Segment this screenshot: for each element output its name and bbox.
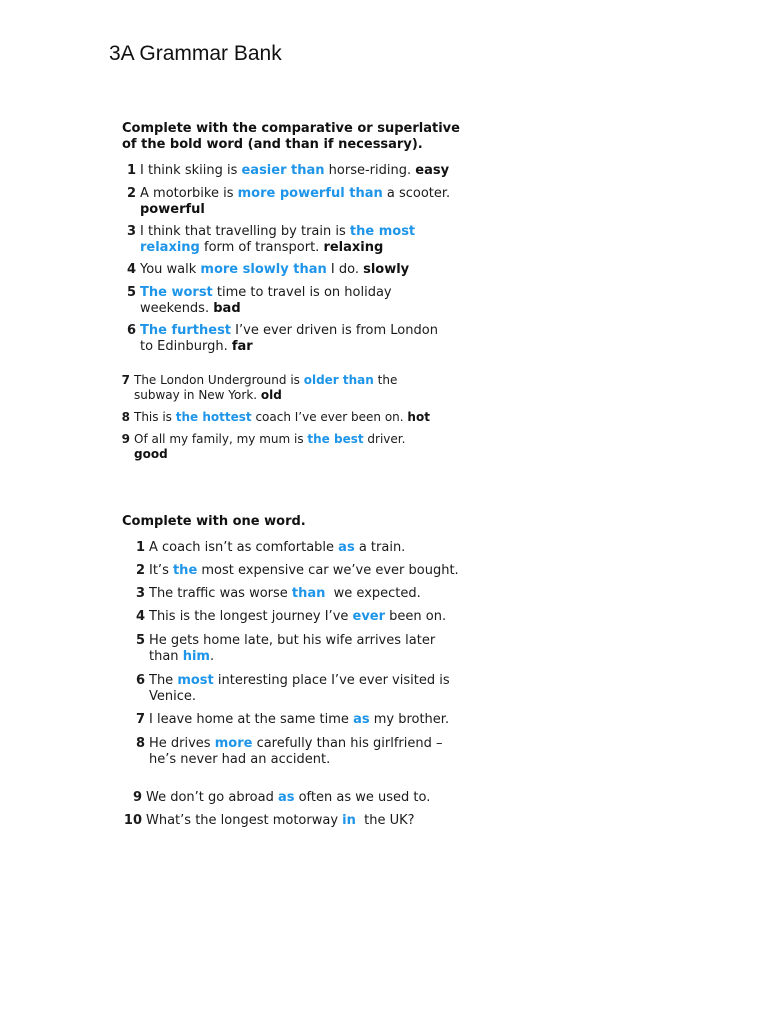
item-text: coach I’ve ever been on. <box>251 410 408 424</box>
answer-text: as <box>338 540 355 555</box>
item-number: 1 <box>126 163 136 178</box>
instruction-line-1: Complete with the comparative or superlative <box>122 121 460 136</box>
item-number: 1 <box>135 540 145 555</box>
item-text: Venice. <box>149 689 197 704</box>
item-number: 10 <box>123 813 142 828</box>
item-number: 4 <box>126 262 136 277</box>
item-text: What’s the longest motorway <box>146 813 343 828</box>
item-text: horse-riding. <box>324 163 416 178</box>
answer-text: The worst <box>140 285 213 300</box>
prompt-word: hot <box>407 410 430 424</box>
exercise-b-item-2 <box>135 563 459 579</box>
prompt-word: bad <box>213 301 241 316</box>
answer-text: more powerful than <box>237 186 383 201</box>
item-text: We don’t go abroad <box>146 790 278 805</box>
item-text: than <box>149 649 183 664</box>
item-text: The London Underground is <box>134 373 304 387</box>
answer-text: ever <box>352 609 386 624</box>
item-number: 9 <box>132 790 142 805</box>
answer-text: more slowly than <box>200 262 327 277</box>
item-text: a scooter. <box>382 186 451 201</box>
answer-text: than <box>291 586 326 601</box>
answer-text: as <box>277 790 295 805</box>
exercise-a-instruction <box>122 121 460 153</box>
exercise-b-item-7 <box>135 712 450 728</box>
item-text: the UK? <box>355 813 415 828</box>
prompt-word: easy <box>415 163 450 178</box>
page-title: 3A Grammar Bank <box>109 42 282 65</box>
prompt-word: far <box>231 339 253 354</box>
item-number: 7 <box>121 373 130 387</box>
exercise-b-item-1 <box>135 540 406 556</box>
item-text: He drives <box>149 736 215 751</box>
item-text: I do. <box>326 262 364 277</box>
item-text: form of transport. <box>199 240 324 255</box>
exercise-b-item-9 <box>132 790 431 806</box>
prompt-word: powerful <box>140 202 205 217</box>
prompt-word: old <box>260 388 282 402</box>
exercise-a-item-6 <box>126 323 438 355</box>
item-text: driver. <box>363 432 406 446</box>
item-number: 8 <box>121 410 130 424</box>
answer-text: the <box>172 563 198 578</box>
item-text: It’s <box>149 563 173 578</box>
exercise-a-item-8 <box>121 410 430 425</box>
item-text: This is the longest journey I’ve <box>149 609 353 624</box>
item-number: 2 <box>126 186 136 201</box>
item-text: The traffic was worse <box>149 586 292 601</box>
exercise-b-instruction: Complete with one word. <box>122 514 306 529</box>
exercise-a-item-9 <box>121 432 406 462</box>
item-text: to Edinburgh. <box>140 339 232 354</box>
exercise-b-item-3 <box>135 586 421 602</box>
exercise-a-item-1 <box>126 163 450 179</box>
exercise-b-item-5 <box>135 633 436 665</box>
answer-text: the hottest <box>175 410 252 424</box>
item-text: You walk <box>140 262 201 277</box>
item-text: interesting place I’ve ever visited is <box>213 673 450 688</box>
item-text: weekends. <box>140 301 214 316</box>
item-text: a train. <box>354 540 406 555</box>
item-text: A motorbike is <box>140 186 238 201</box>
item-text: The <box>149 673 178 688</box>
item-text: most expensive car we’ve ever bought. <box>197 563 459 578</box>
item-number: 6 <box>126 323 136 338</box>
answer-text: as <box>353 712 370 727</box>
item-number: 3 <box>135 586 145 601</box>
item-text: I think skiing is <box>140 163 242 178</box>
exercise-b-item-4 <box>135 609 447 625</box>
answer-text: the best <box>307 432 364 446</box>
exercise-a-item-3 <box>126 224 416 256</box>
exercise-b-item-6 <box>135 673 450 705</box>
item-text: subway in New York. <box>134 388 261 402</box>
item-text: time to travel is on holiday <box>212 285 392 300</box>
exercise-a-item-2 <box>126 186 451 218</box>
item-text: I leave home at the same time <box>149 712 354 727</box>
item-text: the <box>373 373 398 387</box>
answer-text: The furthest <box>140 323 232 338</box>
prompt-word: relaxing <box>323 240 384 255</box>
prompt-word: good <box>134 447 168 461</box>
answer-text: relaxing <box>140 240 200 255</box>
item-number: 2 <box>135 563 145 578</box>
item-text: he’s never had an accident. <box>149 752 331 767</box>
item-number: 3 <box>126 224 136 239</box>
answer-text: older than <box>303 373 374 387</box>
answer-text: in <box>342 813 356 828</box>
exercise-b-item-8 <box>135 736 443 768</box>
item-text: I think that travelling by train is <box>140 224 350 239</box>
item-number: 8 <box>135 736 145 751</box>
item-number: 5 <box>135 633 145 648</box>
exercise-a-item-7 <box>121 373 398 403</box>
item-text: Of all my family, my mum is <box>134 432 308 446</box>
answer-text: more <box>214 736 253 751</box>
item-text: A coach isn’t as comfortable <box>149 540 339 555</box>
item-number: 4 <box>135 609 145 624</box>
answer-text: the most <box>349 224 416 239</box>
item-text: been on. <box>385 609 447 624</box>
instruction-line-2: of the bold word (and than if necessary). <box>122 137 423 152</box>
item-number: 7 <box>135 712 145 727</box>
item-number: 9 <box>121 432 130 446</box>
exercise-b-item-10 <box>123 813 415 829</box>
item-text: This is <box>134 410 176 424</box>
item-text: He gets home late, but his wife arrives later <box>149 633 436 648</box>
item-number: 5 <box>126 285 136 300</box>
item-text: carefully than his girlfriend – <box>252 736 443 751</box>
exercise-a-item-5 <box>126 285 392 317</box>
answer-text: most <box>177 673 214 688</box>
answer-text: easier than <box>241 163 325 178</box>
item-text: my brother. <box>369 712 450 727</box>
item-number: 6 <box>135 673 145 688</box>
item-text: we expected. <box>325 586 421 601</box>
prompt-word: slowly <box>363 262 410 277</box>
exercise-a-item-4 <box>126 262 410 278</box>
item-text: . <box>209 649 215 664</box>
item-text: I’ve ever driven is from London <box>231 323 438 338</box>
item-text: often as we used to. <box>294 790 431 805</box>
answer-text: him <box>182 649 210 664</box>
